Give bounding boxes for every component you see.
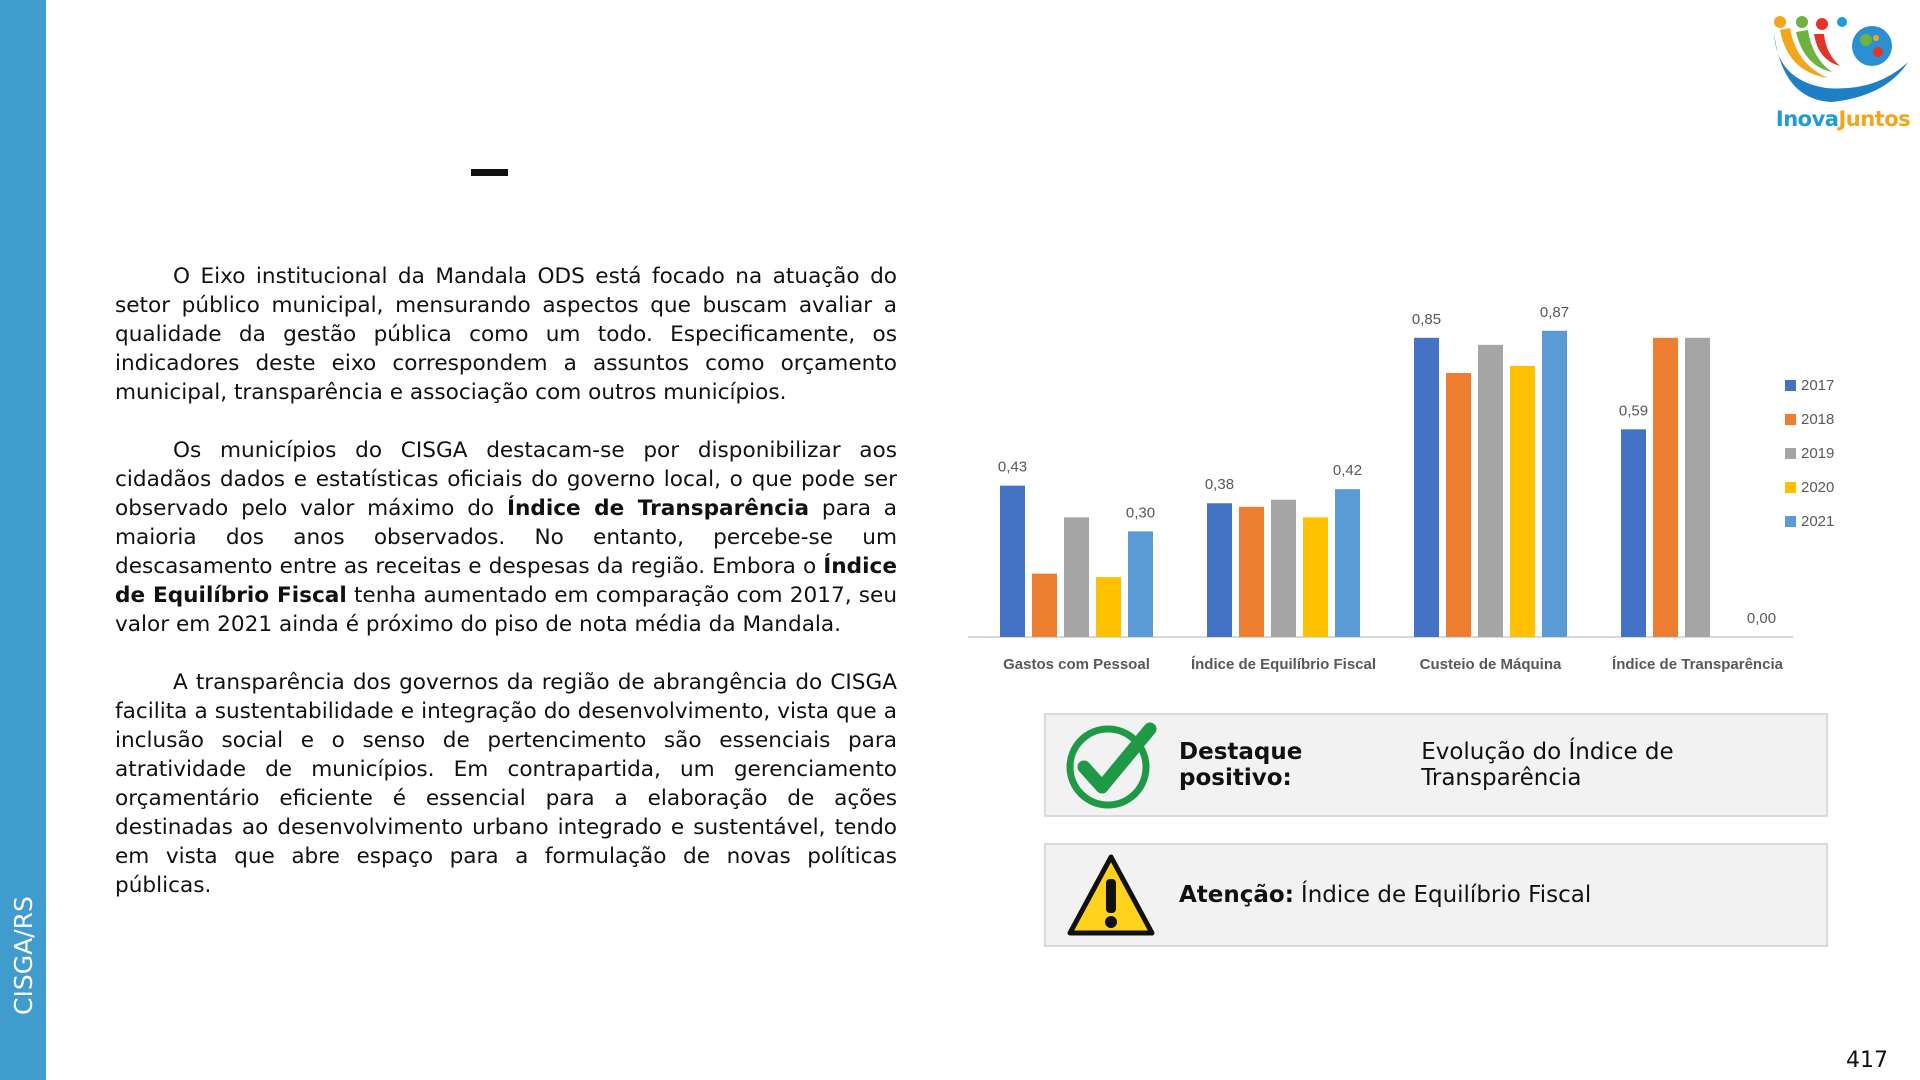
legend-label-2020: 2020 xyxy=(1801,479,1835,496)
data-label: 0,43 xyxy=(997,458,1028,476)
x-tick-label: Índice de Transparência xyxy=(1612,656,1783,673)
bar-2020-cat-3 xyxy=(1510,366,1535,637)
page-number: 417 xyxy=(1846,1048,1888,1073)
logo-text-inova: Inova xyxy=(1775,107,1839,131)
legend-swatch-2019 xyxy=(1785,448,1796,459)
callout-positive-label: Destaque positivo: xyxy=(1179,739,1303,791)
data-label: 0,87 xyxy=(1539,303,1570,321)
bar-chart xyxy=(960,265,1835,685)
data-label: 0,30 xyxy=(1125,504,1156,522)
callout-positive-message xyxy=(1179,715,1826,815)
bar-2020-cat-2 xyxy=(1303,517,1328,637)
bar-2017-cat-2 xyxy=(1207,503,1232,637)
bar-2019-cat-2 xyxy=(1271,500,1296,637)
paragraph-3: A transparência dos governos da região de abrangência do CISGA facilita a sustentabilidade e integração do desenvolvimento, vista que a inclusão social e o senso de pertencimento são essenciais para atratividade de municípios. Em contrapartida, um gerenciamento orçamentário eficiente é essencial para a elaboração de ações destinadas ao desenvolvimento urbano integrado e sustentável, tendo em vista que abre espaço para a formulação de novas políticas públicas. xyxy=(115,670,897,898)
warning-icon xyxy=(1064,851,1158,941)
check-icon xyxy=(1064,721,1158,811)
title-mark xyxy=(471,169,508,176)
bar-2018-cat-3 xyxy=(1446,373,1471,637)
bar-2021-cat-2 xyxy=(1335,489,1360,637)
bar-2018-cat-4 xyxy=(1653,338,1678,637)
data-label: 0,00 xyxy=(1746,610,1777,627)
paragraph-2-bold-equilibrio: Índice de Equilíbrio Fiscal xyxy=(115,554,897,608)
legend-label-2021: 2021 xyxy=(1801,513,1835,530)
paragraph-1: O Eixo institucional da Mandala ODS está focado na atuação do setor público municipal, mensurando aspectos que buscam avaliar a qualidade da gestão pública como um todo. Especificamente, os indicadores deste eixo correspondem a assuntos como orçamento municipal, transparência e associação com outros municípios. xyxy=(115,264,897,405)
paragraph-2 xyxy=(115,436,897,639)
bar-2017-cat-1 xyxy=(1000,486,1025,637)
legend-label-2018: 2018 xyxy=(1801,411,1835,428)
callout-warning-text: Índice de Equilíbrio Fiscal xyxy=(1300,882,1592,908)
logo-text xyxy=(1768,107,1918,131)
data-label: 0,59 xyxy=(1618,402,1649,420)
legend-swatch-2020 xyxy=(1785,482,1796,493)
callout-warning-message xyxy=(1179,845,1591,945)
legend-swatch-2018 xyxy=(1785,414,1796,425)
callout-warning-label: Atenção: xyxy=(1179,882,1294,908)
paragraph-2-part-d: tenha aumentado em comparação com 2017, seu valor em 2021 ainda é próximo do piso de nota média da Mandala. xyxy=(115,583,898,637)
legend-swatch-2017 xyxy=(1785,380,1796,391)
legend-label-2017: 2017 xyxy=(1801,377,1835,394)
legend-swatch-2021 xyxy=(1785,516,1796,527)
body-text xyxy=(115,262,897,929)
paragraph-2-bold-transparencia: Índice de Transparência xyxy=(506,496,810,521)
bar-2021-cat-1 xyxy=(1128,531,1153,637)
bar-2017-cat-3 xyxy=(1414,338,1439,637)
data-label: 0,42 xyxy=(1332,462,1363,480)
bar-2021-cat-3 xyxy=(1542,331,1567,637)
bar-2019-cat-4 xyxy=(1685,338,1710,637)
x-tick-label: Custeio de Máquina xyxy=(1419,656,1562,673)
bar-2018-cat-1 xyxy=(1032,574,1057,637)
x-tick-label: Índice de Equilíbrio Fiscal xyxy=(1190,656,1377,673)
bar-2019-cat-3 xyxy=(1478,345,1503,637)
data-label: 0,85 xyxy=(1411,310,1442,328)
bar-2017-cat-4 xyxy=(1621,429,1646,637)
legend-label-2019: 2019 xyxy=(1801,445,1835,462)
callout-warning xyxy=(1044,843,1828,947)
logo-text-juntos: Juntos xyxy=(1838,107,1911,131)
bar-2020-cat-1 xyxy=(1096,577,1121,637)
paragraph-2-part-a: Os municípios do CISGA destacam-se por disponibilizar aos cidadãos dados e estatísticas oficiais do governo local, o que pode ser observado pelo valor máximo do xyxy=(115,438,897,521)
bar-2018-cat-2 xyxy=(1239,507,1264,637)
paragraph-2-part-c: para a maioria dos anos observados. No entanto, percebe-se um descasamento entre as receitas e despesas da região. Embora o xyxy=(115,496,898,579)
data-label: 0,38 xyxy=(1204,476,1235,494)
x-tick-label: Gastos com Pessoal xyxy=(1003,656,1150,673)
callout-positive-text: Evolução do Índice de Transparência xyxy=(1421,739,1674,791)
callout-positive xyxy=(1044,713,1828,817)
side-label: CISGA/RS xyxy=(9,896,38,1015)
bar-2019-cat-1 xyxy=(1064,517,1089,637)
